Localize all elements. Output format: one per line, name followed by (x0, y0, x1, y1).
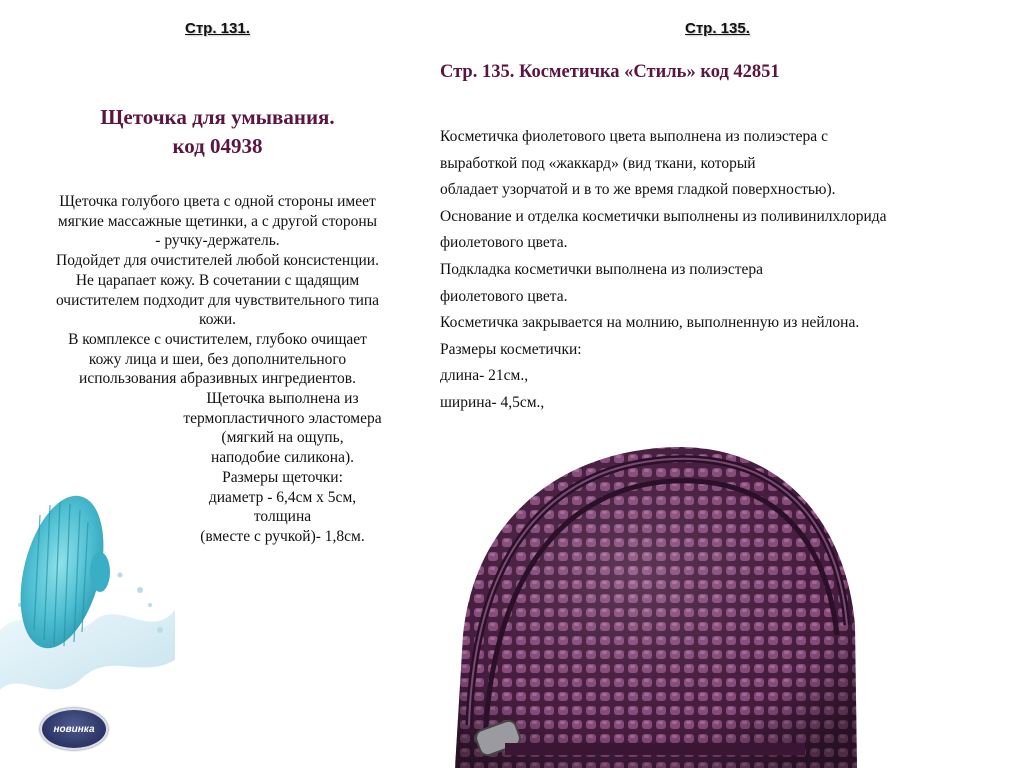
brush-desc-line: кожу лица и шеи, без дополнительного (88, 350, 347, 368)
brush-desc-line: Не царапает кожу. В сочетании с щадящим (75, 271, 360, 289)
bag-desc-line: обладает узорчатой и в то же время гладкой поверхностью). (440, 181, 836, 199)
brush-desc-line: наподобие силикона). (210, 449, 355, 467)
bag-desc-line: Подкладка косметички выполнена из полиэстера (440, 260, 763, 278)
brush-desc-line: Щеточка выполнена из (206, 390, 359, 408)
cosmetic-bag-description (440, 124, 1000, 417)
brush-desc-line: В комплексе с очистителем, глубоко очищает (68, 330, 367, 348)
brush-desc-line: диаметр - 6,4см х 5см, (208, 488, 357, 506)
brush-desc-line: кожи. (199, 311, 236, 329)
brush-desc-line: - ручку-держатель. (155, 232, 280, 250)
left-page-number: Стр. 131. (185, 20, 250, 37)
bag-desc-line: Косметичка закрывается на молнию, выполненную из нейлона. (440, 314, 860, 332)
bag-desc-line: ширина- 4,5см., (440, 393, 545, 411)
brush-desc-line: (мягкий на ощупь, (221, 429, 344, 447)
brush-desc-line: толщина (253, 508, 312, 526)
brush-desc-line: Подойдет для очистителей любой консистенции. (56, 252, 379, 270)
purple-cosmetic-bag-image (445, 425, 875, 768)
bag-desc-line: фиолетового цвета. (440, 234, 568, 252)
brush-desc-line: термопластичного эластомера (183, 409, 382, 427)
bag-desc-line: Размеры косметички: (440, 340, 582, 358)
bag-desc-line: Косметичка фиолетового цвета выполнена из полиэстера с (440, 128, 828, 145)
brush-title-code: код 04938 (172, 134, 263, 158)
bag-desc-line: выработкой под «жаккард» (вид ткани, который (440, 154, 756, 172)
bag-desc-line: Основание и отделка косметички выполнены из поливинилхлорида (440, 207, 887, 225)
right-page-number: Стр. 135. (685, 20, 750, 37)
brush-desc-line: мягкие массажные щетинки, а с другой стороны (57, 212, 378, 230)
new-product-badge: новинка (40, 708, 108, 750)
brush-title-name: Щеточка для умывания. (100, 105, 335, 129)
cosmetic-bag-title: Стр. 135. Косметичка «Стиль» код 42851 (440, 62, 780, 82)
brush-desc-line: использования абразивных ингредиентов. (79, 370, 356, 388)
brush-desc-line: Размеры щеточки: (222, 468, 343, 486)
brush-desc-line: Щеточка голубого цвета с одной стороны имеет (59, 193, 376, 210)
brush-desc-line: (вместе с ручкой)- 1,8см. (200, 527, 365, 545)
bag-illustration (445, 425, 875, 768)
brush-desc-line: очистителем подходит для чувствительного типа (55, 291, 380, 309)
bag-desc-line: длина- 21см., (440, 367, 529, 385)
bag-desc-line: фиолетового цвета. (440, 287, 568, 305)
brush-title (20, 103, 415, 161)
